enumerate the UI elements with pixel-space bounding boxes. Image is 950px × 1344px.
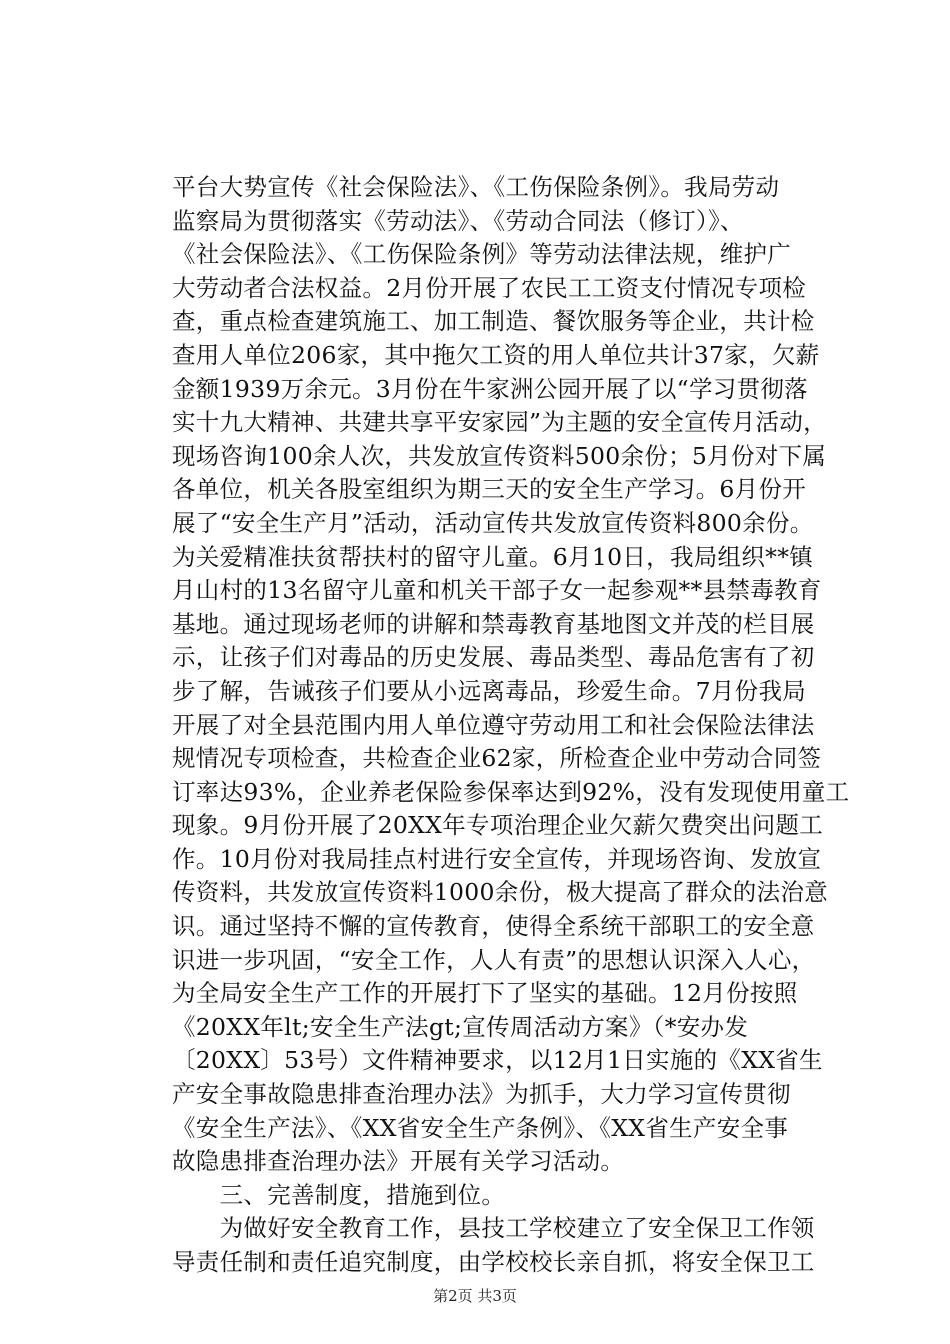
text-line: 大劳动者合法权益。2月份开展了农民工工资支付情况专项检 (172, 273, 807, 302)
text-line: 《20XX年lt;安全生产法gt;宣传周活动方案》（*安办发 (172, 1012, 749, 1041)
text-line: 规情况专项检查，共检查企业62家，所检查企业中劳动合同签 (172, 744, 822, 773)
text-line: 监察局为贯彻落实《劳动法》、《劳动合同法（修订）》、 (172, 206, 744, 235)
text-line: 示，让孩子们对毒品的历史发展、毒品类型、毒品危害有了初 (172, 643, 815, 672)
text-line: 订率达93%，企业养老保险参保率达到92%，没有发现使用童工 (172, 777, 850, 806)
text-line: 金额1939万余元。3月份在牛家洲公园开展了以“学习贯彻落 (172, 374, 808, 403)
text-line: 月山村的13名留守儿童和机关干部子女一起参观**县禁毒教育 (172, 576, 822, 605)
text-line: 产安全事故隐患排查治理办法》为抓手，大力学习宣传贯彻 (172, 1080, 791, 1109)
text-line: 查，重点检查建筑施工、加工制造、餐饮服务等企业，共计检 (172, 307, 815, 336)
section-heading: 三、完善制度，措施到位。 (172, 1180, 506, 1209)
text-line: 现象。9月份开展了20XX年专项治理企业欠薪欠费突出问题工 (172, 811, 824, 840)
text-line: 导责任制和责任追究制度，由学校校长亲自抓，将安全保卫工 (172, 1248, 815, 1276)
text-line: 为关爱精准扶贫帮扶村的留守儿童。6月10日，我局组织**镇 (172, 542, 814, 571)
text-line: 为做好安全教育工作，县技工学校建立了安全保卫工作领 (172, 1214, 815, 1243)
text-line: 现场咨询100余人次，共发放宣传资料500余份；5月份对下属 (172, 441, 827, 470)
text-line: 《安全生产法》、《XX省安全生产条例》、《XX省生产安全事 (172, 1113, 789, 1142)
text-line: 各单位，机关各股室组织为期三天的安全生产学习。6月份开 (172, 475, 807, 504)
text-line: 展了“安全生产月”活动，活动宣传共发放宣传资料800余份。 (172, 508, 814, 537)
text-line: 平台大势宣传《社会保险法》、《工伤保险条例》。我局劳动 (172, 173, 780, 201)
page-number-footer: 第2页 共3页 (433, 1287, 517, 1305)
text-line: 基地。通过现场老师的讲解和禁毒教育基地图文并茂的栏目展 (172, 609, 815, 638)
text-line: 识。通过坚持不懈的宣传教育，使得全系统干部职工的安全意 (172, 912, 815, 941)
text-line: 开展了对全县范围内用人单位遵守劳动用工和社会保险法律法 (172, 710, 815, 739)
text-line: 实十九大精神、共建共享平安家园”为主题的安全宣传月活动， (172, 408, 827, 437)
text-line: 作。10月份对我局挂点村进行安全宣传，并现场咨询、发放宣 (172, 844, 822, 873)
text-line: 传资料，共发放宣传资料1000余份，极大提高了群众的法治意 (172, 878, 829, 907)
text-line: 故隐患排查治理办法》开展有关学习活动。 (172, 1147, 625, 1176)
text-line: 识进一步巩固，“安全工作，人人有责”的思想认识深入人心， (172, 945, 816, 974)
text-line: 为全局安全生产工作的开展打下了坚实的基础。12月份按照 (172, 979, 798, 1008)
text-line: 《社会保险法》、《工伤保险条例》等劳动法律法规，维护广 (172, 240, 792, 269)
body-text (172, 171, 850, 1280)
text-line: 〔20XX〕53号）文件精神要求，以12月1日实施的《XX省生 (172, 1046, 823, 1075)
text-line: 步了解，告诫孩子们要从小远离毒品，珍爱生命。7月份我局 (172, 676, 807, 705)
text-line: 查用人单位206家，其中拖欠工资的用人单位共计37家，欠薪 (172, 340, 820, 369)
